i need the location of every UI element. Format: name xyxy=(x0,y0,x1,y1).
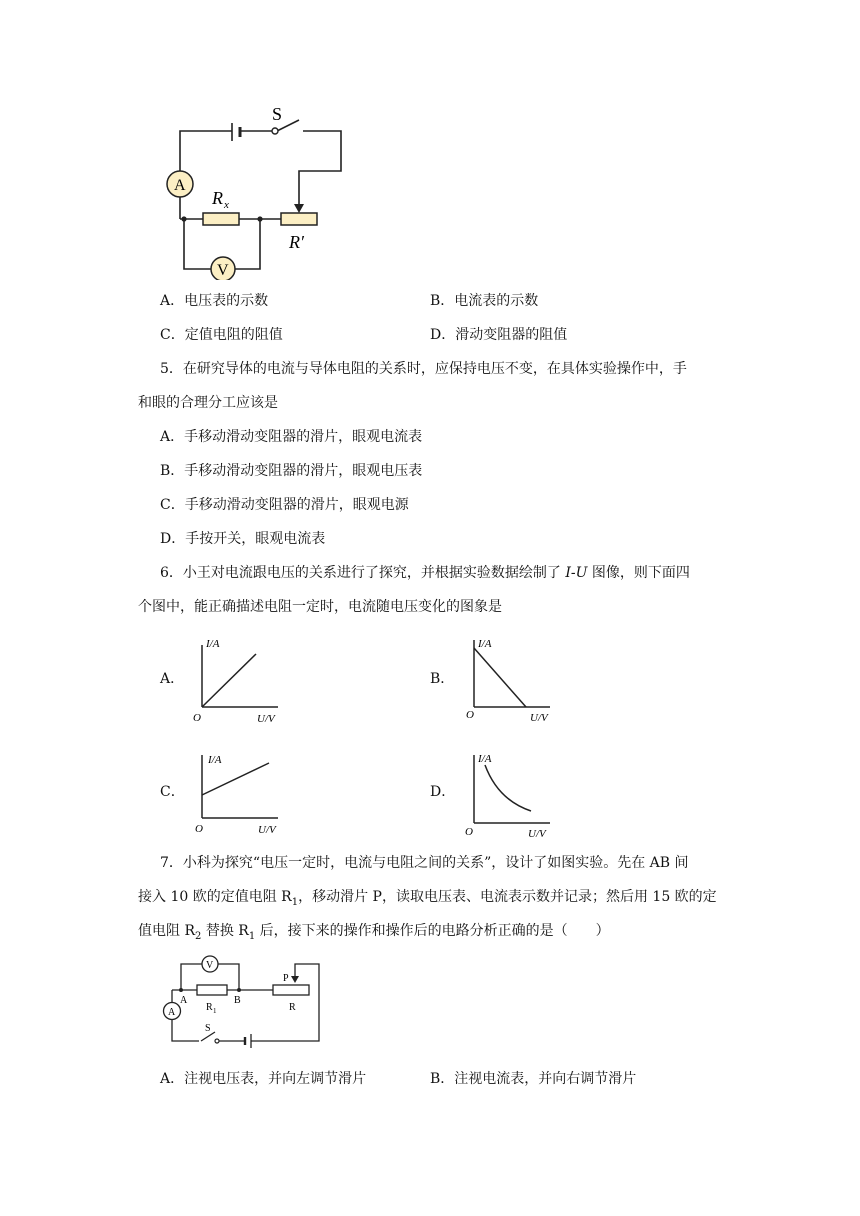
graph-a-origin: O xyxy=(193,712,201,724)
q7-line3-post: 后，接下来的操作和操作后的电路分析正确的是（ ） xyxy=(255,923,610,939)
graph-b-x-label: U/V xyxy=(530,712,548,724)
q5-option-d[interactable]: D．手按开关，眼观电流表 xyxy=(160,531,326,547)
graph-b-origin: O xyxy=(466,709,474,721)
r1-resistor xyxy=(197,985,227,995)
q7-option-b[interactable]: B．注视电流表，并向右调节滑片 xyxy=(430,1071,637,1087)
graph-d-y-label: I/A xyxy=(478,753,492,765)
circuit-diagram-2 xyxy=(155,945,335,1055)
c2-r1-label: R xyxy=(206,1002,213,1013)
c2-p-label: P xyxy=(283,973,289,984)
q6-option-c[interactable]: C． xyxy=(160,784,185,800)
graph-d-x-label: U/V xyxy=(528,828,546,840)
q6-stem-iu: I-U xyxy=(565,565,588,581)
q7-line3-mid: 替换 R xyxy=(201,923,249,939)
ammeter-label: A xyxy=(174,177,186,194)
rx-label: R xyxy=(212,188,223,208)
q6-option-a[interactable]: A． xyxy=(160,671,185,687)
q7-stem-line2 xyxy=(138,887,717,913)
slider-arrow-icon xyxy=(294,204,304,213)
c2-voltmeter-label: V xyxy=(206,960,214,971)
rheostat xyxy=(281,213,317,225)
q6-stem-post: 图像，则下面四 xyxy=(587,565,690,581)
q5-stem-line1: 5．在研究导体的电流与导体电阻的关系时，应保持电压不变，在具体实验操作中，手 xyxy=(160,361,687,377)
q5-stem-line2: 和眼的合理分工应该是 xyxy=(138,395,278,411)
c2-ammeter-label: A xyxy=(168,1007,176,1018)
q4-option-c[interactable]: C．定值电阻的阻值 xyxy=(160,327,283,343)
q7-line2-sub: 1 xyxy=(291,896,299,908)
circuit-diagram-1 xyxy=(155,100,355,280)
q4-option-a[interactable]: A．电压表的示数 xyxy=(160,293,269,309)
voltmeter-label: V xyxy=(217,262,229,279)
q7-option-a[interactable]: A．注视电压表，并向左调节滑片 xyxy=(160,1071,367,1087)
c2-switch-label: S xyxy=(205,1023,211,1034)
switch-pivot xyxy=(272,128,278,134)
graph-a-x-label: U/V xyxy=(257,713,275,725)
graph-b-y-label: I/A xyxy=(478,638,492,650)
slider-arrow-icon-2 xyxy=(291,976,299,983)
graph-c-y-label: I/A xyxy=(208,754,222,766)
q7-stem-line3 xyxy=(138,921,610,947)
graph-a xyxy=(190,635,290,730)
q7-stem-line1: 7．小科为探究“电压一定时，电流与电阻之间的关系”，设计了如图实验。先在 AB 间 xyxy=(160,855,689,871)
q6-stem-pre: 6．小王对电流跟电压的关系进行了探究，并根据实验数据绘制了 xyxy=(160,565,566,581)
q5-option-c[interactable]: C．手移动滑动变阻器的滑片，眼观电源 xyxy=(160,497,409,513)
graph-b xyxy=(462,630,562,725)
c2-r1-sub: 1 xyxy=(213,1007,217,1015)
rx-subscript: x xyxy=(224,199,229,211)
graph-d xyxy=(462,750,562,840)
c2-r-label: R xyxy=(289,1002,296,1013)
graph-d-origin: O xyxy=(465,826,473,838)
q4-option-b[interactable]: B．电流表的示数 xyxy=(430,293,539,309)
graph-c-origin: O xyxy=(195,823,203,835)
c2-point-b: B xyxy=(234,995,241,1006)
rheostat-label: R′ xyxy=(289,232,304,252)
q7-line3-pre: 值电阻 R xyxy=(138,923,195,939)
c2-point-a: A xyxy=(180,995,188,1006)
rx-resistor xyxy=(203,213,239,225)
switch-label: S xyxy=(272,104,283,124)
q5-option-b[interactable]: B．手移动滑动变阻器的滑片，眼观电压表 xyxy=(160,463,423,479)
q7-line3-sub2: 1 xyxy=(248,930,256,942)
q6-option-d[interactable]: D． xyxy=(430,784,456,800)
q7-line2-pre: 接入 10 欧的定值电阻 R xyxy=(138,889,292,905)
graph-c xyxy=(190,750,290,840)
q7-line3-sub1: 2 xyxy=(195,930,202,942)
q6-stem-line1 xyxy=(160,563,690,583)
q4-option-d[interactable]: D．滑动变阻器的阻值 xyxy=(430,327,568,343)
rheostat-2 xyxy=(273,985,309,995)
q7-line2-post: ，移动滑片 P，读取电压表、电流表示数并记录；然后用 15 欧的定 xyxy=(298,889,717,905)
graph-c-x-label: U/V xyxy=(258,824,276,836)
q6-stem-line2: 个图中，能正确描述电阻一定时，电流随电压变化的图象是 xyxy=(138,599,502,615)
q5-option-a[interactable]: A．手移动滑动变阻器的滑片，眼观电流表 xyxy=(160,429,423,445)
graph-a-y-label: I/A xyxy=(206,638,220,650)
q6-option-b[interactable]: B． xyxy=(430,671,455,687)
